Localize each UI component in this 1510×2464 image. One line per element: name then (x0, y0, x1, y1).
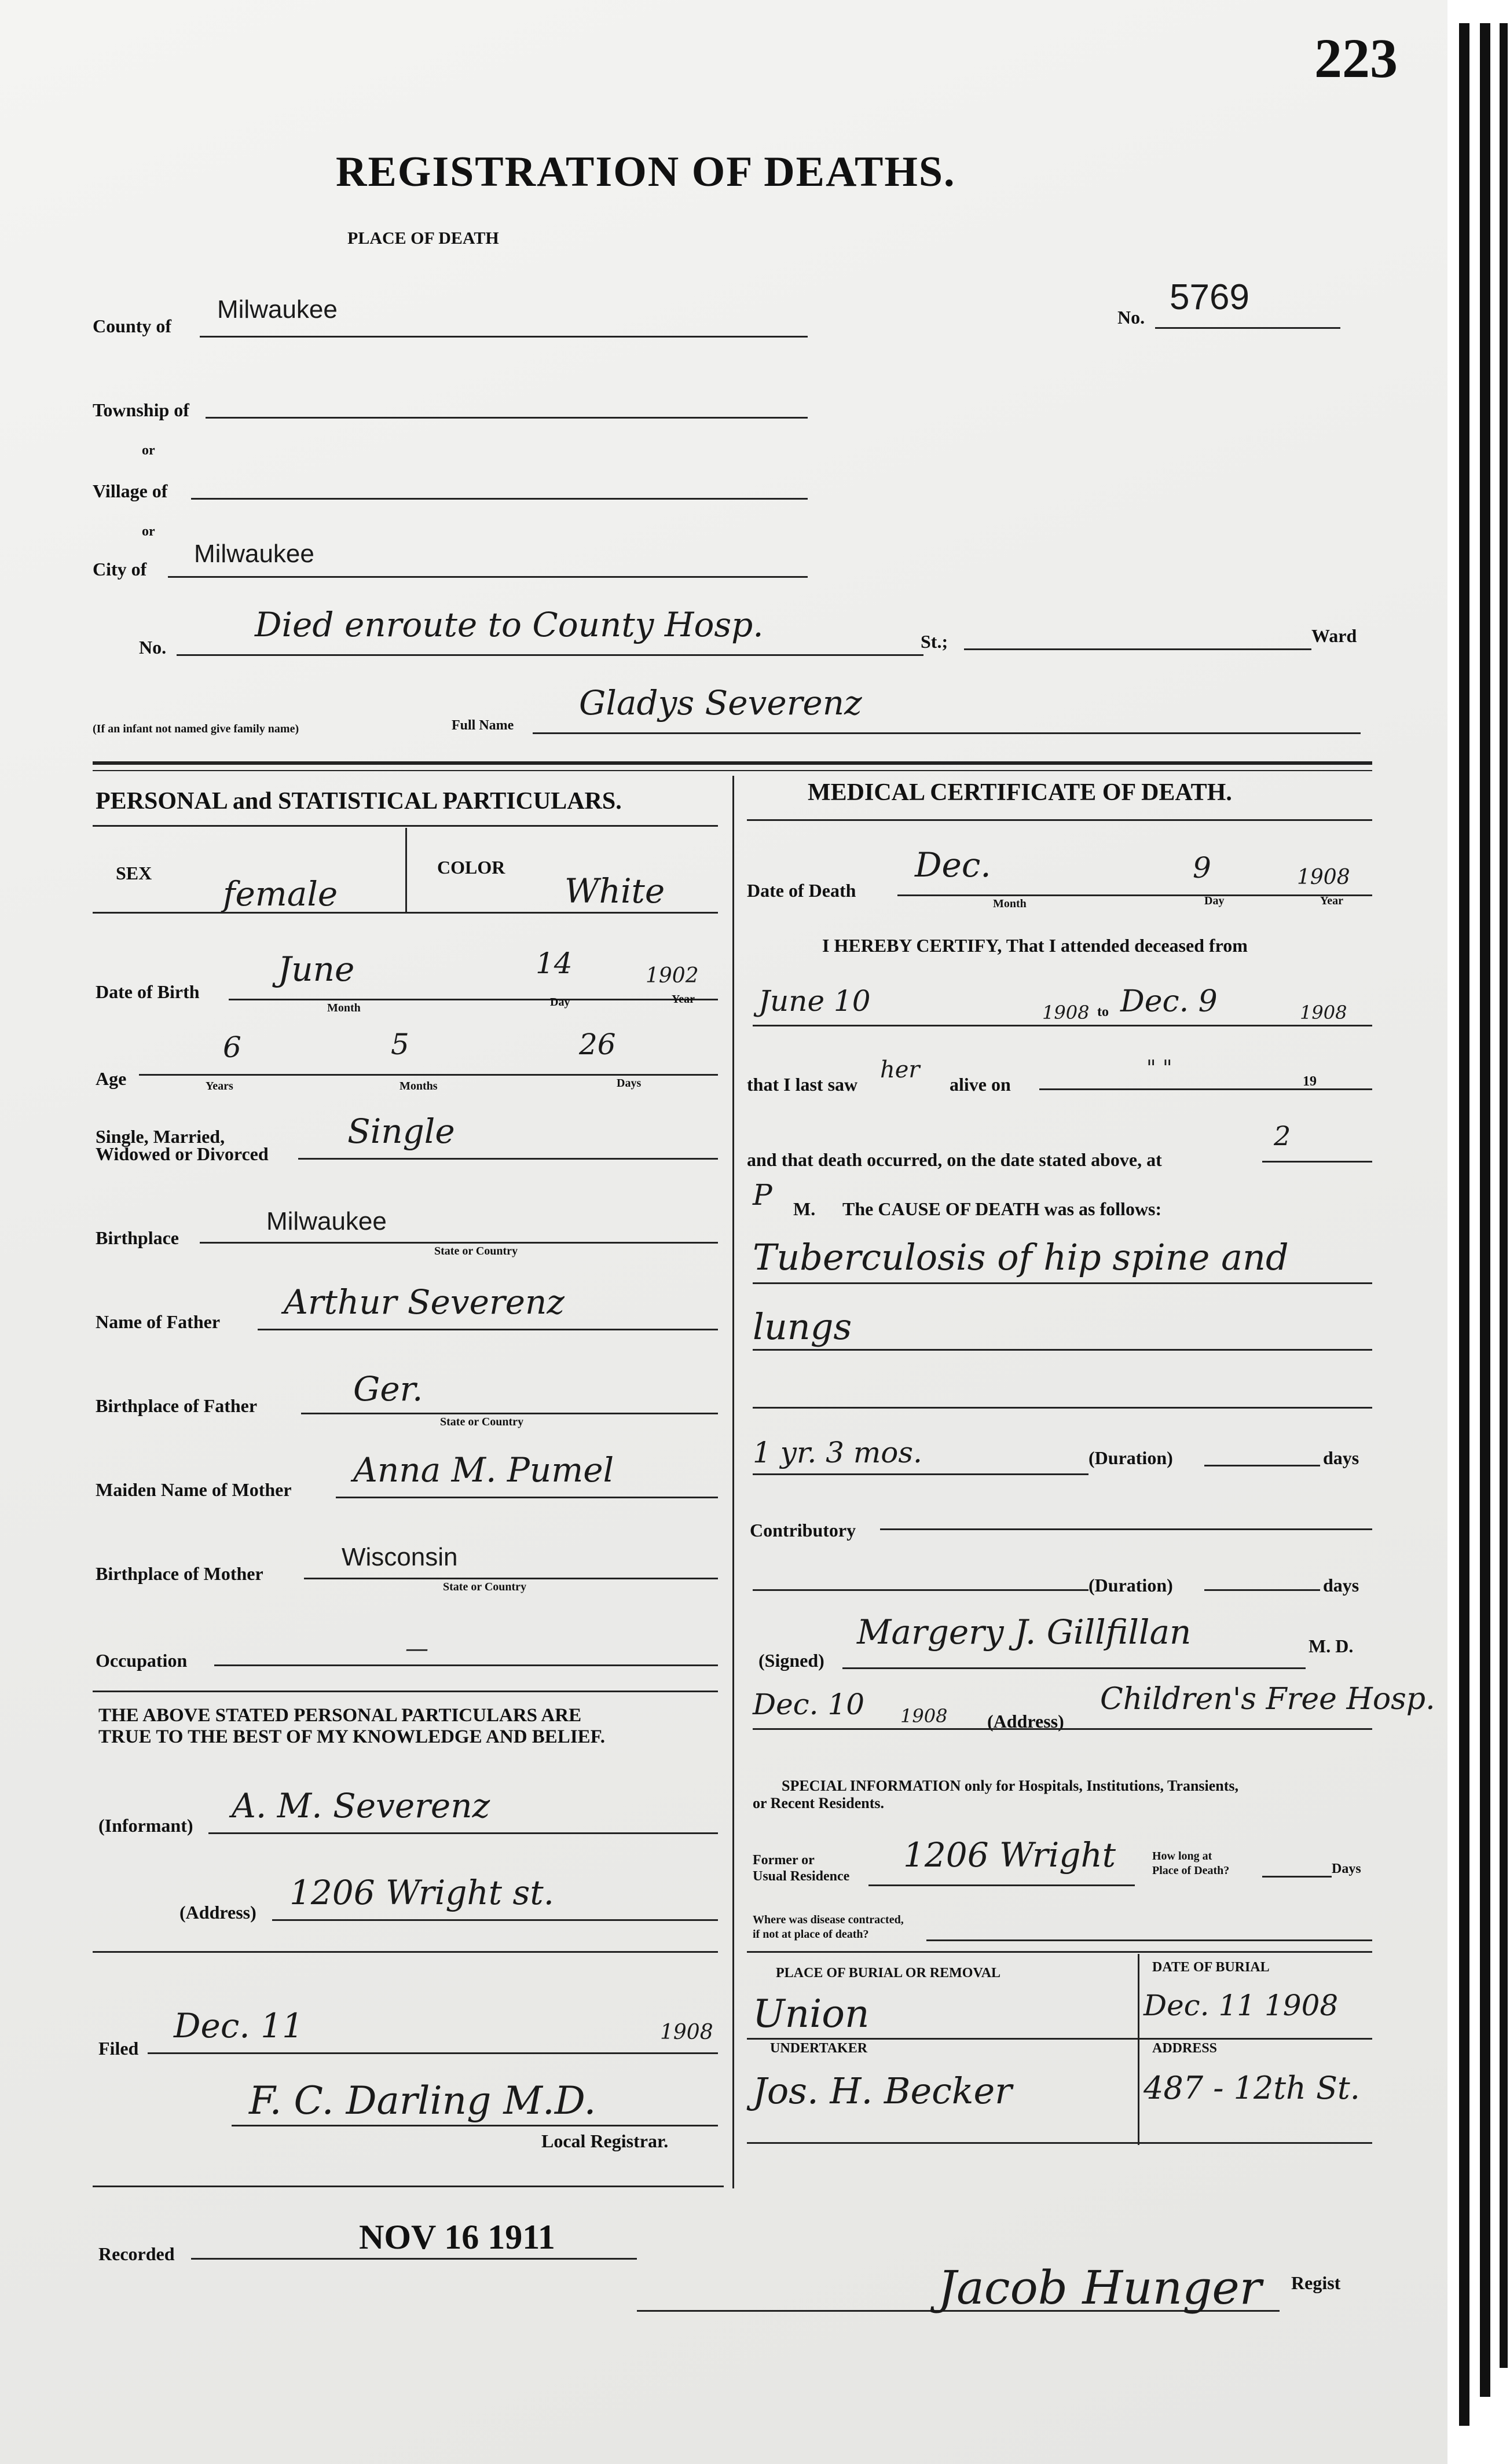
ampm-value: P (753, 1178, 772, 1212)
father-value: Arthur Severenz (284, 1282, 565, 1322)
filed-value: Dec. 11 (174, 2006, 303, 2045)
street-value: Died enroute to County Hosp. (255, 605, 764, 644)
township-label: Township of (93, 399, 189, 420)
special-info-text-2: or Recent Residents. (753, 1795, 884, 1812)
days-label: Days (617, 1077, 642, 1090)
to-label: to (1097, 1004, 1109, 1020)
father-birthplace-value: Ger. (353, 1369, 423, 1409)
undertaker-label: UNDERTAKER (770, 2041, 868, 2056)
filed-label: Filed (98, 2038, 139, 2059)
duration-value: 1 yr. 3 mos. (753, 1436, 922, 1469)
street-no-label: No. (139, 637, 167, 658)
last-saw-label: that I last saw (747, 1074, 858, 1095)
marital-label-2: Widowed or Divorced (96, 1143, 269, 1164)
duration-days-label-2: days (1323, 1575, 1359, 1596)
age-years: 6 (223, 1031, 241, 1064)
dob-day: 14 (536, 947, 573, 980)
year-label: Year (672, 993, 695, 1006)
cause-line-1: Tuberculosis of hip spine and (753, 1236, 1289, 1278)
dob-year: 1902 (646, 964, 699, 988)
place-of-death-heading: PLACE OF DEATH (347, 229, 499, 248)
signed-label: (Signed) (758, 1650, 824, 1671)
page-title: REGISTRATION OF DEATHS. (336, 148, 956, 196)
disease-contracted-label: Where was disease contracted, (753, 1913, 904, 1926)
years-label: Years (206, 1080, 233, 1092)
m-label: M. (793, 1198, 816, 1219)
former-residence-label-2: Usual Residence (753, 1869, 850, 1884)
contributory-label: Contributory (750, 1520, 856, 1541)
medical-heading: MEDICAL CERTIFICATE OF DEATH. (808, 779, 1232, 806)
age-label: Age (96, 1068, 127, 1089)
county-label: County of (93, 316, 172, 336)
day-label: Day (550, 996, 570, 1009)
burial-place-label: PLACE OF BURIAL OR REMOVAL (776, 1966, 1001, 1981)
marital-value: Single (347, 1112, 455, 1151)
local-registrar-label: Local Registrar. (541, 2131, 669, 2151)
sign-year: 1908 (900, 1705, 948, 1727)
death-occurred-text: and that death occurred, on the date stated above, at (747, 1149, 1162, 1170)
physician-address-value: Children's Free Hosp. (1100, 1682, 1435, 1717)
mother-label: Maiden Name of Mother (96, 1479, 292, 1500)
dod-day: 9 (1193, 851, 1211, 885)
how-long-label: How long at (1152, 1850, 1212, 1862)
year-suffix: 19 (1303, 1074, 1317, 1089)
filed-year: 1908 (660, 2021, 713, 2044)
age-months: 5 (391, 1028, 409, 1061)
state-country-label: State or Country (440, 1416, 524, 1428)
sex-label: SEX (116, 863, 152, 883)
former-residence-value: 1206 Wright (903, 1835, 1116, 1875)
informant-address-label: (Address) (179, 1902, 256, 1923)
attestation-text-2: TRUE TO THE BEST OF MY KNOWLEDGE AND BELIEF. (98, 1726, 606, 1747)
record-number-value: 5769 (1170, 277, 1249, 317)
cause-line-2: lungs (753, 1306, 852, 1348)
st-label: St.; (921, 631, 948, 652)
month-label: Month (327, 1002, 361, 1014)
occupation-label: Occupation (96, 1650, 188, 1671)
disease-contracted-label-2: if not at place of death? (753, 1928, 869, 1941)
county-value: Milwaukee (217, 295, 338, 324)
record-number-label: No. (1117, 307, 1145, 328)
burial-date-label: DATE OF BURIAL (1152, 1960, 1270, 1975)
death-hour: 2 (1274, 1120, 1291, 1152)
ward-label: Ward (1311, 625, 1357, 646)
register-label: Regist (1291, 2272, 1341, 2293)
or-label: or (142, 443, 155, 458)
dob-label: Date of Birth (96, 981, 200, 1002)
dod-year: 1908 (1297, 866, 1350, 889)
infant-note: (If an infant not named give family name) (93, 723, 299, 735)
duration-label: (Duration) (1088, 1447, 1173, 1468)
mother-birthplace-value: Wisconsin (342, 1543, 458, 1571)
special-info-text: SPECIAL INFORMATION only for Hospitals, Institutions, Transients, (782, 1777, 1239, 1794)
day-label: Day (1204, 894, 1225, 907)
attended-from-year: 1908 (1042, 1002, 1090, 1024)
month-label: Month (993, 897, 1027, 910)
burial-date-value: Dec. 11 1908 (1144, 1989, 1339, 2022)
recorded-stamp: NOV 16 1911 (359, 2218, 555, 2256)
informant-value: A. M. Severenz (232, 1786, 490, 1825)
occupation-value: — (405, 1636, 428, 1662)
full-name-value: Gladys Severenz (579, 683, 862, 723)
or-label: or (142, 524, 155, 539)
city-label: City of (93, 559, 147, 580)
md-label: M. D. (1309, 1636, 1354, 1656)
color-value: White (565, 871, 665, 911)
informant-address-value: 1206 Wright st. (289, 1873, 555, 1912)
burial-place-value: Union (753, 1992, 870, 2036)
registrar-signature-bottom: Jacob Hunger (938, 2261, 1262, 2315)
certify-text: I HEREBY CERTIFY, That I attended deceased from (822, 935, 1248, 956)
personal-heading: PERSONAL and STATISTICAL PARTICULARS. (96, 788, 622, 815)
attended-to-year: 1908 (1300, 1002, 1347, 1024)
duration-days-label: days (1323, 1447, 1359, 1468)
alive-on-value: " " (1146, 1057, 1172, 1080)
undertaker-address-value: 487 - 12th St. (1144, 2070, 1360, 2106)
sex-value: female (223, 874, 338, 914)
binder-edge (1459, 23, 1469, 2426)
attestation-text: THE ABOVE STATED PERSONAL PARTICULARS ARE (98, 1705, 582, 1726)
full-name-label: Full Name (452, 718, 514, 733)
binder-edge (1500, 23, 1508, 2368)
color-label: COLOR (437, 857, 505, 878)
former-residence-label: Former or (753, 1853, 815, 1868)
state-country-label: State or Country (434, 1245, 518, 1257)
cause-label: The CAUSE OF DEATH was as follows: (842, 1198, 1162, 1219)
undertaker-value: Jos. H. Becker (753, 2070, 1012, 2112)
physician-signature: Margery J. Gillfillan (857, 1612, 1192, 1652)
village-label: Village of (93, 481, 168, 501)
physician-address-label: (Address) (987, 1711, 1064, 1732)
registrar-signature: F. C. Darling M.D. (249, 2078, 596, 2123)
dod-label: Date of Death (747, 880, 856, 901)
attended-to: Dec. 9 (1120, 984, 1218, 1019)
mother-value: Anna M. Pumel (353, 1450, 614, 1490)
how-long-days-label: Days (1332, 1861, 1361, 1876)
state-country-label: State or Country (443, 1581, 527, 1593)
marital-label: Single, Married, (96, 1126, 225, 1147)
informant-label: (Informant) (98, 1815, 193, 1836)
year-label: Year (1320, 894, 1343, 907)
undertaker-address-label: ADDRESS (1152, 2041, 1218, 2056)
age-days: 26 (579, 1028, 616, 1061)
dod-month: Dec. (915, 845, 991, 885)
how-long-label-2: Place of Death? (1152, 1864, 1230, 1877)
father-label: Name of Father (96, 1311, 221, 1332)
dob-month: June (278, 949, 355, 989)
page-number: 223 (1314, 27, 1398, 89)
recorded-label: Recorded (98, 2243, 175, 2264)
birthplace-label: Birthplace (96, 1227, 179, 1248)
sign-date: Dec. 10 (753, 1688, 865, 1721)
last-saw-pronoun: her (880, 1057, 920, 1083)
birthplace-value: Milwaukee (266, 1207, 387, 1235)
alive-on-label: alive on (950, 1074, 1011, 1095)
attended-from: June 10 (758, 984, 871, 1018)
father-birthplace-label: Birthplace of Father (96, 1395, 258, 1416)
mother-birthplace-label: Birthplace of Mother (96, 1563, 263, 1584)
city-value: Milwaukee (194, 540, 314, 568)
duration-label-2: (Duration) (1088, 1575, 1173, 1596)
binder-edge (1480, 23, 1490, 2397)
months-label: Months (400, 1080, 438, 1092)
